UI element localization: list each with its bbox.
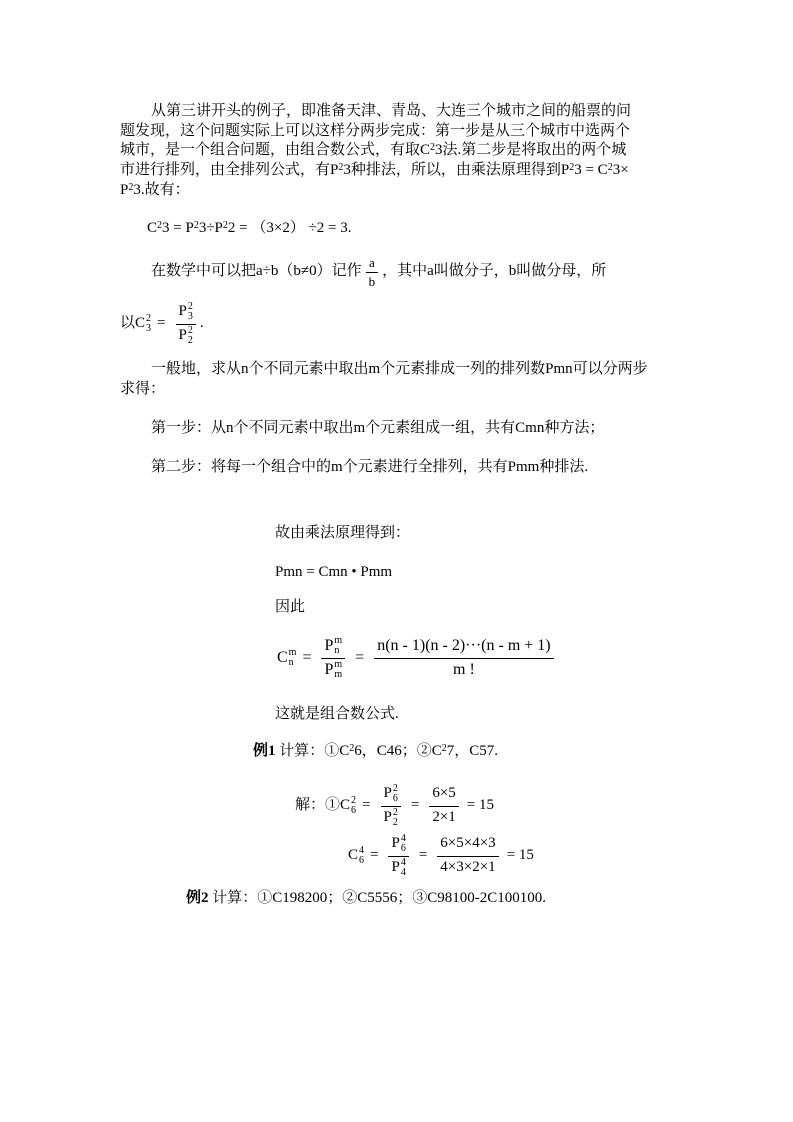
p-sub: 6	[392, 793, 398, 804]
fraction-denominator	[381, 807, 401, 828]
p-base: P	[178, 303, 187, 320]
example1-question	[253, 742, 498, 762]
example1-question-text	[276, 743, 499, 759]
p-sub: m	[334, 669, 343, 680]
superscript-run: 2	[349, 743, 355, 754]
example1-solution-line2	[348, 833, 534, 879]
text-line	[120, 141, 631, 161]
p-sup: 2	[187, 325, 193, 336]
c-sub: 6	[351, 805, 357, 816]
c-sub: n	[288, 657, 294, 668]
equals-sign: =	[355, 649, 365, 667]
c-sup: m	[288, 647, 297, 658]
fraction-denominator	[321, 659, 345, 680]
expanded-product-fraction	[374, 636, 553, 679]
numeric-fraction	[437, 834, 498, 877]
fraction-definition-prefix: 在数学中可以把a÷b（b≠0）记作	[151, 263, 362, 280]
result-value: = 15	[506, 847, 534, 864]
p-sub: 3	[187, 311, 193, 322]
p-base: P	[324, 661, 334, 679]
text-run: 3÷P	[198, 220, 223, 236]
step-two	[120, 458, 588, 478]
superscript-run: 2	[607, 162, 613, 174]
text-run: 第二步：将每一个组合中的m个元素进行全排列，共有Pmm种排法.	[151, 459, 589, 475]
p-sup: 2	[392, 783, 398, 794]
fraction-denominator	[176, 325, 196, 346]
inline-fraction-a-over-b	[366, 255, 379, 289]
superscript-run: 2	[338, 162, 344, 174]
example2-question-text	[209, 890, 547, 906]
p-sup: 4	[400, 857, 406, 868]
equals-sign: =	[418, 847, 428, 864]
text-run: 一般地，求从n个不同元素中取出m个元素排成一列的排列数Pmn可以分两步	[151, 361, 648, 377]
fraction-numerator	[176, 302, 196, 325]
fraction-denominator: 4×3×2×1	[440, 859, 496, 875]
text-line	[120, 102, 631, 122]
p-sub: 6	[400, 843, 406, 854]
p-sup: 2	[392, 807, 398, 818]
c-6-2-symbol	[340, 796, 356, 816]
equals-sign: =	[370, 847, 379, 864]
c-sup: 2	[146, 313, 152, 324]
p-sup: m	[334, 659, 343, 670]
solution-prefix: 解：①	[295, 797, 341, 814]
text-run: 市进行排列，由全排列公式，有P	[120, 162, 339, 179]
text-run: 第一步：从n个不同元素中取出m个元素组成一组，共有Cmn种方法；	[151, 420, 605, 436]
text-line	[120, 380, 648, 400]
c-sub: 3	[146, 323, 152, 334]
example2-label: 例2	[186, 890, 209, 906]
text-run: 3.故有：	[133, 181, 190, 198]
fraction-numerator	[381, 784, 401, 807]
p-base: P	[324, 637, 334, 655]
c-base: C	[135, 315, 146, 332]
equals-sign: =	[410, 797, 420, 814]
c-n-m-symbol	[277, 648, 296, 668]
text-run: 3×	[612, 162, 629, 179]
result-value: = 15	[466, 797, 494, 814]
equals-sign: =	[302, 649, 312, 667]
p-sup: 4	[400, 833, 406, 844]
p-sub: 4	[400, 867, 406, 878]
text-run: 题发现，这个问题实际上可以这样分两步完成：第一步是从三个城市中选两个	[120, 122, 631, 139]
text-line	[120, 181, 631, 201]
text-run: 2 = （3×2） ÷2 = 3.	[227, 220, 352, 236]
derivation-therefore: 因此	[275, 599, 306, 615]
fraction-numerator: n(n - 1)(n - 2)···(n - m + 1)	[374, 636, 553, 659]
c-base: C	[340, 797, 351, 814]
pnm-over-pmm-fraction	[321, 636, 345, 680]
fraction-numerator	[321, 636, 345, 659]
p-base: P	[391, 859, 400, 876]
text-run: P	[120, 181, 129, 198]
text-run: 求得：	[120, 380, 166, 397]
numeric-fraction	[429, 784, 458, 827]
superscript-run: 2	[128, 181, 134, 193]
paragraph-fraction-definition-line2	[120, 300, 204, 348]
combination-formula	[277, 636, 558, 680]
superscript-run: 2	[569, 162, 575, 174]
p64-over-p44-fraction	[388, 834, 408, 878]
fraction-numerator: 6×5	[429, 784, 458, 807]
example2-question	[186, 889, 546, 909]
example1-solution-line1	[295, 783, 494, 829]
period: .	[199, 315, 204, 332]
text-run: 3种排法，所以，由乘法原理得到P	[343, 162, 570, 179]
pmn-cmn-pmm-formula: Pmn = Cmn • Pmm	[275, 564, 393, 580]
equation-c23	[147, 219, 352, 239]
step-one	[120, 419, 604, 439]
text-line	[120, 161, 631, 181]
derivation-conclusion: 这就是组合数公式.	[275, 706, 399, 722]
text-run: 3 = P	[162, 220, 194, 236]
p62-over-p22-fraction	[381, 784, 401, 828]
p-base: P	[178, 327, 187, 344]
c-sub: 6	[359, 855, 365, 866]
c-3-2-symbol	[135, 314, 151, 334]
superscript-run: 2	[222, 220, 228, 231]
p-sub: 2	[392, 817, 398, 828]
fraction-numerator	[388, 834, 408, 857]
text-run: 6，C46；②C	[354, 743, 442, 759]
text-run: 3 = C	[574, 162, 608, 179]
c-base: C	[277, 649, 288, 667]
text-line	[120, 122, 631, 142]
p-base: P	[383, 785, 392, 802]
p32-over-p22-fraction	[176, 302, 196, 346]
text-run: C	[147, 220, 158, 236]
paragraph-general-rule	[120, 360, 648, 399]
text-run: 从第三讲开头的例子，即准备天津、青岛、大连三个城市之间的船票的问	[151, 103, 632, 119]
c-sup: 4	[359, 845, 365, 856]
p-sup: 2	[187, 301, 193, 312]
text-run: 7，C57.	[446, 743, 499, 759]
fraction-denominator: 2×1	[432, 809, 456, 825]
fraction-numerator: 6×5×4×3	[437, 834, 498, 857]
superscript-run: 2	[193, 220, 199, 231]
derivation-intro: 故由乘法原理得到：	[275, 525, 411, 541]
superscript-run: 2	[430, 142, 436, 154]
c-sup: 2	[351, 795, 357, 806]
p-base: P	[383, 809, 392, 826]
fraction-denominator	[388, 857, 408, 878]
example1-label: 例1	[253, 743, 276, 759]
fraction-numerator: a	[366, 255, 379, 273]
p-base: P	[391, 835, 400, 852]
superscript-run: 2	[441, 743, 447, 754]
p-sup: m	[334, 635, 343, 646]
text-line	[120, 360, 648, 380]
fraction-definition-suffix: ，其中a叫做分子，b叫做分母，所	[382, 263, 607, 280]
fraction-denominator: b	[368, 274, 376, 289]
text-run: 计算：①C198200；②C5556；③C98100-2C100100.	[208, 890, 547, 906]
text-run: 计算：①C	[275, 743, 350, 759]
text-run: 3法.第二步是将取出的两个城	[435, 142, 627, 159]
equals-sign: =	[362, 797, 371, 814]
c-base: C	[348, 847, 359, 864]
paragraph-fraction-definition-line1	[120, 250, 606, 294]
c-6-4-symbol	[348, 846, 364, 866]
paragraph-intro	[120, 102, 631, 201]
text-run: 城市，是一个组合问题，由组合数公式，有取C	[120, 142, 431, 159]
equals-sign: =	[157, 315, 166, 332]
line2-prefix: 以	[120, 315, 136, 332]
superscript-run: 2	[157, 220, 163, 231]
p-sub: 2	[187, 335, 193, 346]
p-sub: n	[334, 645, 340, 656]
fraction-denominator: m !	[453, 661, 475, 678]
